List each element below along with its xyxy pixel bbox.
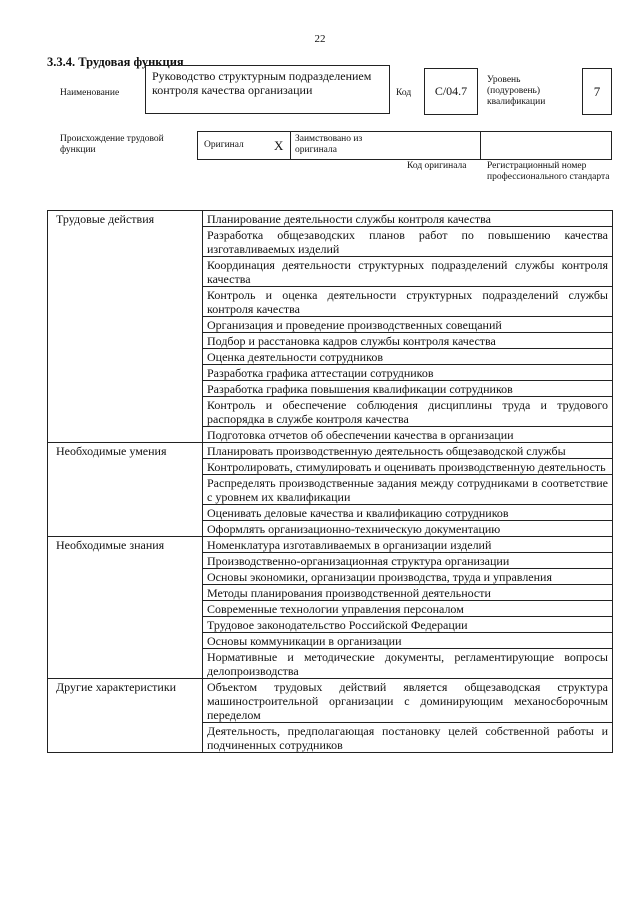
table-row (48, 679, 613, 723)
table-row (48, 443, 613, 459)
code-label: Код (396, 88, 412, 98)
list-item: Оценивать деловые качества и квалификацию сотрудников (203, 505, 613, 521)
origin-original-cell (198, 132, 291, 159)
level-value: 7 (593, 83, 601, 99)
borrowed-label: Заимствовано из оригинала (295, 134, 363, 155)
list-item: Организация и проведение производственных совещаний (203, 317, 613, 333)
list-item: Производственно-организационная структура организации (203, 553, 613, 569)
name-label: Наименование (60, 88, 120, 98)
labor-function-table (47, 210, 613, 753)
list-item: Трудовое законодательство Российской Федерации (203, 617, 613, 633)
table-row (48, 211, 613, 227)
list-item: Планировать производственную деятельность общезаводской службы (203, 443, 613, 459)
page-number: 22 (314, 33, 326, 45)
origin-table (197, 131, 612, 160)
section-title-cell: Необходимые знания (48, 537, 203, 679)
list-item: Разработка общезаводских планов работ по повышению качества изготавливаемых изделий (203, 227, 613, 257)
list-item: Контролировать, стимулировать и оценивать производственную деятельность (203, 459, 613, 475)
origin-label: Происхождение трудовой функции (60, 134, 164, 155)
list-item: Объектом трудовых действий является общезаводская структура машиностроительной организации с доминирующим механосборочным переделом (203, 679, 613, 723)
list-item: Координация деятельности структурных подразделений службы контроля качества (203, 257, 613, 287)
list-item: Распределять производственные задания между сотрудниками в соответствие с уровнем их квалификации (203, 475, 613, 505)
list-item: Методы планирования производственной деятельности (203, 585, 613, 601)
code-box (424, 68, 478, 115)
original-label: Оригинал (204, 140, 244, 150)
list-item: Подбор и расстановка кадров службы контроля качества (203, 333, 613, 349)
list-item: Оформлять организационно-техническую документацию (203, 521, 613, 537)
list-item: Разработка графика повышения квалификации сотрудников (203, 381, 613, 397)
section-title-cell: Необходимые умения (48, 443, 203, 537)
function-name-box (145, 65, 390, 114)
list-item: Основы коммуникации в организации (203, 633, 613, 649)
list-item: Номенклатура изготавливаемых в организации изделий (203, 537, 613, 553)
list-item: Оценка деятельности сотрудников (203, 349, 613, 365)
section-title-cell: Другие характеристики (48, 679, 203, 753)
level-box (582, 68, 612, 115)
list-item: Планирование деятельности службы контроля качества (203, 211, 613, 227)
origin-borrowed-cell (291, 132, 481, 159)
origin-reg-number-cell (481, 132, 611, 159)
section-title-cell: Трудовые действия (48, 211, 203, 443)
list-item: Основы экономики, организации производства, труда и управления (203, 569, 613, 585)
list-item: Контроль и обеспечение соблюдения дисциплины труда и трудового распорядка в службе контроля качества (203, 397, 613, 427)
level-label: Уровень (подуровень) квалификации (487, 75, 546, 107)
code-value: С/04.7 (434, 84, 468, 98)
code-original-label: Код оригинала (407, 161, 467, 171)
list-item: Контроль и оценка деятельности структурных подразделений службы контроля качества (203, 287, 613, 317)
list-item: Современные технологии управления персоналом (203, 601, 613, 617)
original-mark: X (274, 138, 284, 153)
reg-number-label: Регистрационный номер профессионального стандарта (487, 161, 610, 182)
table-row (48, 537, 613, 553)
list-item: Подготовка отчетов об обеспечении качества в организации (203, 427, 613, 443)
function-name-value: Руководство структурным подразделением контроля качества организации (152, 69, 372, 97)
list-item: Деятельность, предполагающая постановку целей собственной работы и подчиненных сотрудников (203, 723, 613, 753)
list-item: Разработка графика аттестации сотрудников (203, 365, 613, 381)
list-item: Нормативные и методические документы, регламентирующие вопросы делопроизводства (203, 649, 613, 679)
section-title: 3.3.4. Трудовая функция (47, 55, 184, 69)
